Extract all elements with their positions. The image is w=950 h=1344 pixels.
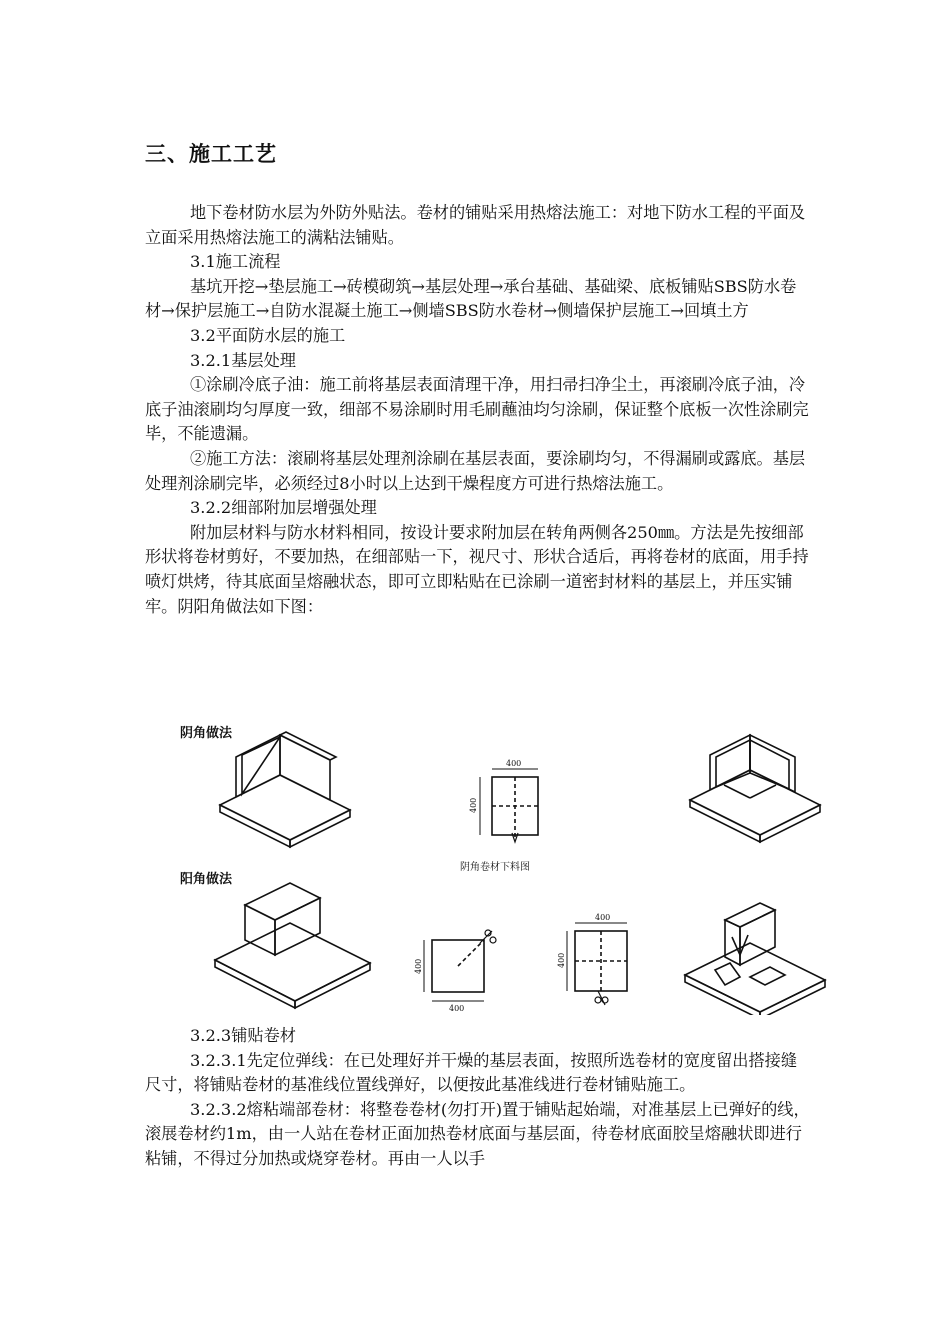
dim-yin-width: 400 [506,759,522,768]
section-heading: 三、施工工艺 [145,142,277,166]
dim-yang2-height: 400 [557,952,566,968]
yin-corner-iso-right [690,735,820,842]
yang-corner-iso-left [215,883,370,1008]
subheading-3-2-1: 3.2.1基层处理 [190,350,296,370]
paragraph-process-flow: 基坑开挖→垫层施工→砖模砌筑→基层处理→承台基础、基础梁、底板铺贴SBS防水卷材→保护层施工→自防水混凝土施工→侧墙SBS防水卷材→侧墙保护层施工→回填土方 [145,276,797,321]
paragraph-primer: ①涂刷冷底子油：施工前将基层表面清理干净，用扫帚扫净尘土，再滚刷冷底子油，冷底子油滚刷均匀厚度一致，细部不易涂刷时用毛刷蘸油均匀涂刷，保证整个底板一次性涂刷完毕，不能遗漏。 [145,375,809,444]
subheading-3-2-2: 3.2.2细部附加层增强处理 [190,498,377,518]
body-text-bottom [145,1024,810,1172]
paragraph-melt-end: 3.2.3.2熔粘端部卷材：将整卷卷材(勿打开)置于铺贴起始端，对准基层上已弹好的线，滚展卷材约1m，由一人站在卷材正面加热卷材底面与基层面，待卷材底面胶呈熔融状即进行粘铺，不得过分加热或烧穿卷材。再由一人以手 [145,1099,810,1168]
yang-cutting-plan-2 [557,913,627,1005]
label-yang-corner: 阳角做法 [180,872,233,887]
yang-corner-iso-right [685,903,825,1015]
body-text-top [145,201,810,619]
dim-yang2-width: 400 [595,913,611,922]
paragraph-method: ②施工方法：滚刷将基层处理剂涂刷在基层表面，要涂刷均匀，不得漏刷或露底。基层处理剂涂刷完毕，必须经过8小时以上达到干燥程度方可进行热熔法施工。 [145,448,806,493]
dim-yin-height: 400 [469,797,478,813]
yang-cutting-plan-1 [414,930,496,1013]
yin-cutting-plan [469,759,538,842]
subheading-3-2: 3.2平面防水层的施工 [190,325,346,345]
yin-corner-iso-left [220,732,350,847]
dim-yang1-width: 400 [449,1004,465,1013]
caption-yin-cutting: 阴角卷材下料图 [460,862,530,873]
paragraph-additional-layer: 附加层材料与防水材料相同，按设计要求附加层在转角两侧各250㎜。方法是先按细部形状将卷材剪好，不要加热，在细部贴一下，视尺寸、形状合适后，再将卷材的底面，用手持喷灯烘烤，待其底面呈熔融状态，即可立即粘贴在已涂刷一道密封材料的基层上，并压实铺牢。阴阳角做法如下图： [145,522,809,616]
paragraph-snap-line: 3.2.3.1先定位弹线：在已处理好并干燥的基层表面，按照所选卷材的宽度留出搭接缝尺寸，将铺贴卷材的基准线位置线弹好，以便按此基准线进行卷材铺贴施工。 [145,1050,798,1095]
dim-yang1-height: 400 [414,958,423,974]
corner-detail-figure [170,715,830,1015]
label-yin-corner: 阴角做法 [180,726,233,741]
subheading-3-2-3: 3.2.3铺贴卷材 [190,1026,296,1045]
subheading-3-1: 3.1施工流程 [190,252,281,272]
paragraph-intro: 地下卷材防水层为外防外贴法。卷材的铺贴采用热熔法施工：对地下防水工程的平面及立面采用热熔法施工的满粘法铺贴。 [145,203,806,247]
